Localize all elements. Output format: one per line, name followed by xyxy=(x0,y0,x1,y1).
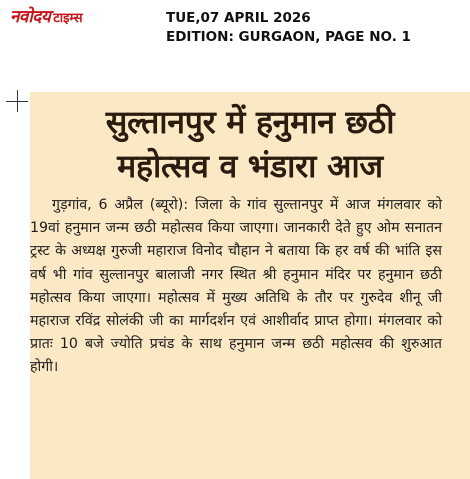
edition-info xyxy=(166,9,411,47)
article-headline xyxy=(30,100,470,188)
page-header xyxy=(0,0,470,52)
edition-page: EDITION: GURGAON, PAGE NO. 1 xyxy=(166,29,411,45)
headline-line-2: महोत्सव व भंडारा आज xyxy=(117,147,383,185)
headline-line-1: सुल्तानपुर में हनुमान छठी xyxy=(105,103,395,141)
crop-mark-vertical xyxy=(17,90,18,112)
edition-date: TUE,07 APRIL 2026 xyxy=(166,10,311,26)
logo-main-text: नवोदय xyxy=(10,7,51,27)
article-body: गुड़गांव, 6 अप्रैल (ब्यूरो): जिला के गांव सुल्तानपुर में आज मंगलवार को 19वां हनुमान जन्म छठी महोत्सव किया जाएगा। जानकारी देते हुए ओम सनातन ट्रस्ट के अध्यक्ष गुरुजी महाराज विनोद चौहान ने बताया कि हर वर्ष की भांति इस वर्ष भी गांव सुल्तानपुर बालाजी नगर स्थित श्री हनुमान मंदिर पर हनुमान छठी महोत्सव किया जाएगा। महोत्सव में मुख्य अतिथि के तौर पर गुरुदेव शीनू जी महाराज रविंद्र सोलंकी जी का मार्गदर्शन एवं आशीर्वाद प्राप्त होगा। मंगलवार को प्रातः 10 बजे ज्योति प्रचंड के साथ हनुमान जन्म छठी महोत्सव की शुरुआत होगी। xyxy=(30,197,442,376)
newspaper-logo xyxy=(10,4,83,27)
logo-sub-text: टाइम्स xyxy=(53,11,83,26)
